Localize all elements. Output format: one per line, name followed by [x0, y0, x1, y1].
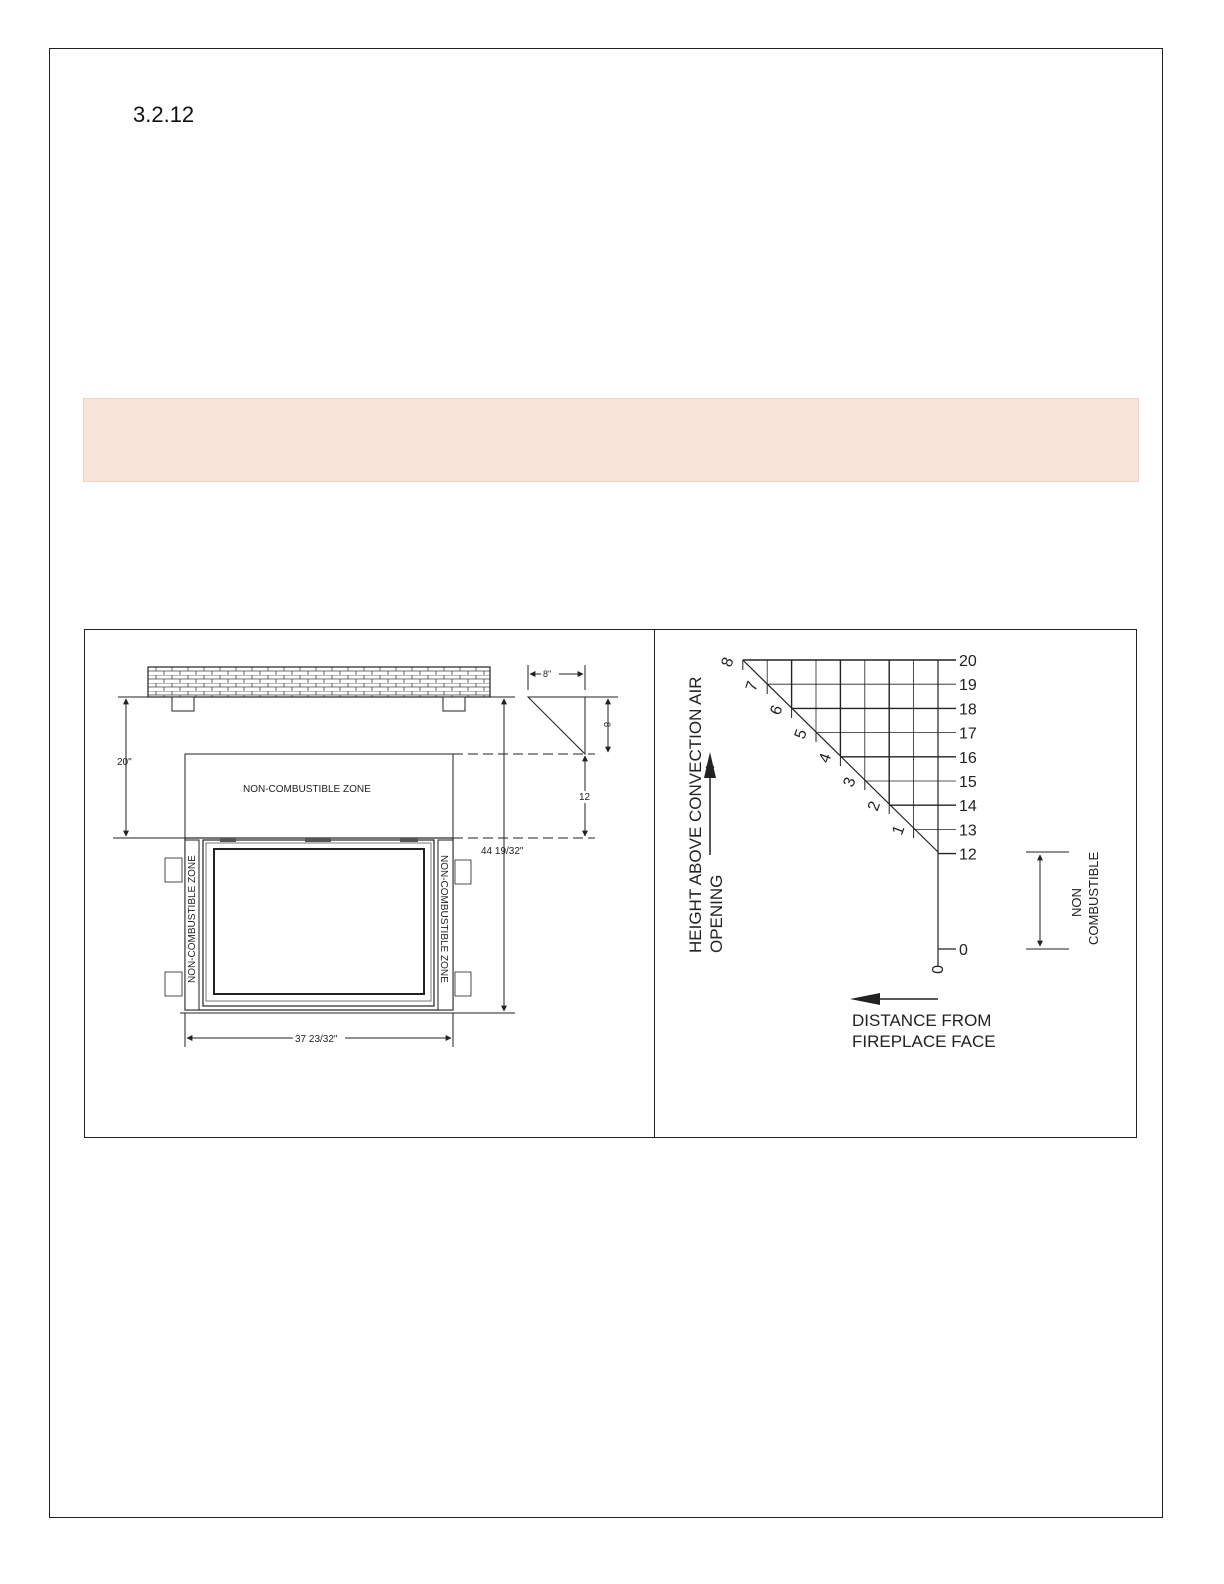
fireplace-glass	[214, 849, 424, 994]
zone-left-label: NON-COMBUSTIBLE ZONE	[187, 855, 198, 983]
height-tick-label: 19	[959, 677, 977, 695]
height-tick-label: 16	[959, 749, 977, 767]
right-clearance-chart	[719, 653, 977, 974]
zero-depth-label: 0	[928, 965, 945, 974]
noncombustible-label-1: NON	[1069, 888, 1084, 917]
noncombustible-label-2: COMBUSTIBLE	[1086, 851, 1101, 945]
horizontal-axis-arrow	[850, 993, 880, 1005]
depth-tick-label: 1	[889, 823, 909, 838]
overall-height-label: 44 19/32"	[481, 846, 524, 857]
height-tick-label: 15	[959, 774, 977, 791]
horizontal-axis-label-1: DISTANCE FROM	[852, 1011, 992, 1030]
depth-tick-label: 4	[816, 751, 836, 766]
depth-tick-label: 5	[791, 727, 811, 742]
zone-gap-label: 12	[579, 792, 591, 803]
section-number: 3.2.12	[133, 102, 195, 127]
horizontal-axis-label-2: FIREPLACE FACE	[852, 1032, 996, 1051]
depth-tick-label: 7	[742, 679, 763, 694]
height-tick-label: 13	[959, 822, 977, 840]
depth-tick-label: 8	[718, 655, 738, 670]
height-tick-label: 14	[959, 798, 977, 816]
mantle-bracket-right	[443, 697, 465, 711]
zone-top-label: NON-COMBUSTIBLE ZONE	[243, 784, 371, 795]
overall-width-label: 37 23/32"	[295, 1034, 338, 1045]
mantle-height-label: 8	[602, 722, 612, 728]
mantle	[148, 667, 490, 697]
non-combustible-zone-box	[185, 754, 453, 838]
depth-tick-label: 6	[767, 703, 787, 718]
zero-height-label: 0	[959, 942, 968, 959]
clearance-label: 20"	[117, 757, 132, 768]
height-tick-label: 12	[959, 846, 977, 864]
height-tick-label: 20	[959, 653, 977, 670]
left-clearance-drawing	[113, 665, 618, 1047]
height-tick-label: 18	[959, 701, 977, 719]
zone-right-label: NON-COMBUSTIBLE ZONE	[438, 855, 449, 983]
height-tick-label: 17	[959, 725, 977, 743]
depth-tick-label: 3	[840, 775, 860, 790]
mantle-width-label: 8"	[543, 669, 552, 679]
mantle-bracket-left	[172, 697, 194, 711]
depth-tick-label: 2	[864, 799, 885, 814]
vertical-axis-label-2: OPENING	[707, 874, 726, 953]
mantle-profile	[528, 697, 585, 754]
vertical-axis-label-1: HEIGHT ABOVE CONVECTION AIR	[686, 676, 705, 953]
